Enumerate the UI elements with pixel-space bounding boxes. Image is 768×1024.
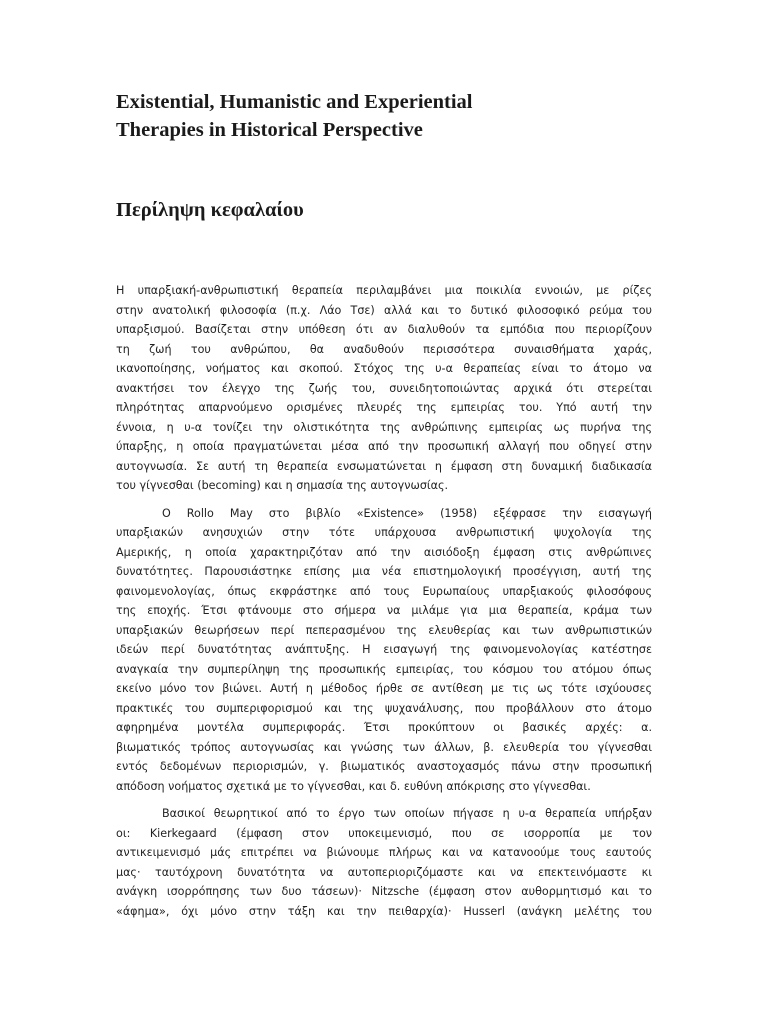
paragraph-line: τη ζωή του ανθρώπου, θα αναδυθούν περισσότερα συναισθήματα χαράς, [116,342,652,356]
paragraph-line: φαινομενολογίας, όπως εκφράστηκε από τους Ευρωπαίους υπαρξιακούς φιλοσόφους [116,584,652,598]
paragraph-line: Βασικοί θεωρητικοί από το έργο των οποίων πήγασε η υ-α θεραπεία υπήρξαν [162,807,652,820]
paragraph-line: ιδεών περί δυνατότητας ανάπτυξης. Η εισαγωγή της φαινομενολογίας κατέστησε [116,643,652,656]
title-line: Therapies in Historical Perspective [116,119,423,141]
paragraph-line: ικανοποίησης, νοήματος και σκοπού. Στόχος της υ-α θεραπείας είναι το άτομο να [116,362,652,375]
title-line: Existential, Humanistic and Experiential [116,91,473,113]
paragraph-line: εντός δεδομένων περιορισμών, γ. βιωματικός αναστοχασμός πάνω στην προσωπική [116,760,652,773]
paragraph-line: αντικειμενισμό μάς επιτρέπει να βιώνουμε πλήρως και να κατανοούμε τους εαυτούς [116,846,652,859]
paragraph-line: αυτογνωσία. Σε αυτή τη θεραπεία ενσωματώνεται η έμφαση στη δυναμική διαδικασία [116,459,652,473]
paragraph-1 [116,281,652,496]
paragraph-line: Ο Rollo May στο βιβλίο «Existence» (1958) εξέφρασε την εισαγωγή [162,506,652,520]
paragraph-line: δυνατότητες. Παρουσιάστηκε επίσης μια νέα επιστημολογική προσέγγιση, αυτή της [116,565,652,578]
paragraph-line: έννοια, η υ-α τονίζει την ολιστικότητα της ανθρώπινης εμπειρίας ως πυρήνα της [116,420,652,434]
document-page [116,88,652,929]
paragraph-line: υπαρξιακών θεωρήσεων περί πεπερασμένου της ελευθερίας και των ανθρωπιστικών [116,623,652,637]
paragraph-line: ανακτήσει τον έλεγχο της ζωής του, συνειδητοποιώντας αρχικά ότι στερείται [116,381,652,395]
paragraph-line: Αμερικής, η οποία χαρακτηριζόταν από την αισιόδοξη έμφαση στις ανθρώπινες [116,545,652,559]
paragraph-line: μας· ταυτόχρονη δυνατότητα να αυτοπεριοριζόμαστε και να επεκτεινόμαστε κι [116,865,652,879]
paragraph-line: της εποχής. Έτσι φτάνουμε στο σήμερα να μιλάμε για μια θεραπεία, κράμα των [116,604,652,617]
paragraph-line: ανάγκη ισορρόπησης των δυο τάσεων)· Nitzsche (έμφαση στον αυθορμητισμό και το [116,885,652,898]
paragraph-line: αφηρημένα μοντέλα συμπεριφοράς. Έτσι προκύπτουν οι βασικές αρχές: α. [116,721,652,734]
paragraph-line: βιωματικός τρόπος αυτογνωσίας και γνώσης των άλλων, β. ελευθερία του γίγνεσθαι [116,740,652,754]
document-title [116,88,652,144]
paragraph-line: υπαρξισμού. Βασίζεται στην υπόθεση ότι αν διαλυθούν τα εμπόδια που περιορίζουν [116,323,652,336]
paragraph-line: πληρότητας απαρνούμενο ορισμένες πλευρές της εμπειρίας του. Υπό αυτή την [116,401,652,414]
section-heading: Περίληψη κεφαλαίου [116,199,304,221]
paragraph-line: οι: Kierkegaard (έμφαση στον υποκειμενισμό, που σε ισορροπία με τον [116,826,652,840]
paragraph-line: ύπαρξης, η οποία πραγματώνεται μέσα από την προσωπική αλλαγή που οδηγεί στην [116,440,652,453]
paragraph-line: εκείνο μόνο τον βιώνει. Αυτή η μέθοδος ήρθε σε αντίθεση με τις ως τότε ισχύουσες [116,682,652,695]
paragraph-line: απόδοση νοήματος σχετικά με το γίγνεσθαι, και δ. ευθύνη απόκρισης στο γίγνεσθαι. [116,779,591,793]
paragraph-line: στην ανατολική φιλοσοφία (π.χ. Λάο Τσε) αλλά και το δυτικό φιλοσοφικό ρεύμα του [116,303,652,317]
paragraph-line: «άφημα», όχι μόνο στην τάξη και την πειθαρχία)· Husserl (ανάγκη μελέτης του [116,904,652,918]
paragraph-line: υπαρξιακών ανησυχιών στην τότε υπάρχουσα ανθρωπιστική ψυχολογία της [116,526,652,539]
document-body [116,281,652,921]
paragraph-line: Η υπαρξιακή-ανθρωπιστική θεραπεία περιλαμβάνει μια ποικιλία εννοιών, με ρίζες [116,284,652,297]
paragraph-line: αναγκαία την συμπερίληψη της προσωπικής εμπειρίας, του κόσμου του ατόμου όπως [116,662,652,676]
paragraph-line: πρακτικές του συμπεριφορισμού και της ψυχανάλυσης, που προβάλλουν στο άτομο [116,701,652,715]
paragraph-2 [116,504,652,797]
paragraph-line: του γίγνεσθαι (becoming) και η σημασία της αυτογνωσίας. [116,479,449,492]
paragraph-3 [116,804,652,921]
